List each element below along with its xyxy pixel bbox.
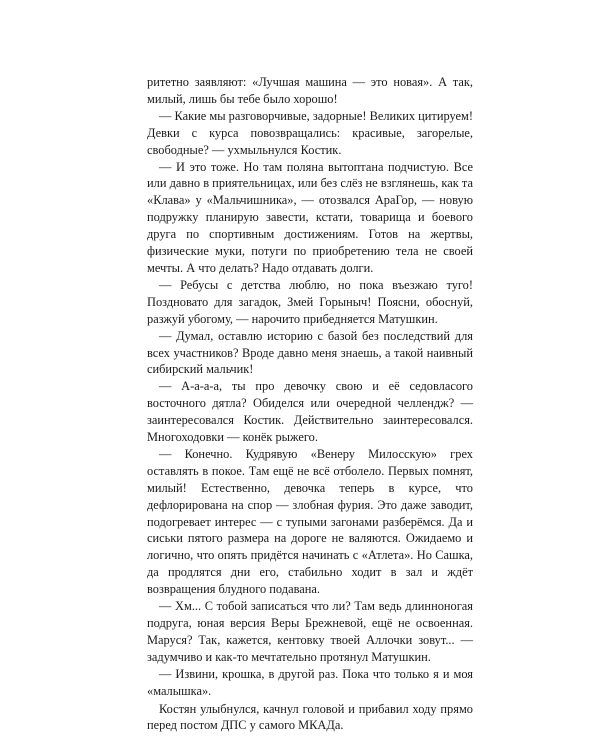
paragraph-8: — Хм... С тобой записаться что ли? Там ведь длинноногая подруга, юная версия Веры Брежневой, ещё не освоенная. Маруся? Так, кажется, кентовку твоей Аллочки зовут... — задумчиво и как-то мечтательно протянул Матушкин.	[147, 599, 473, 664]
page-text	[147, 74, 473, 734]
paragraph-10: Костян улыбнулся, качнул головой и прибавил ходу прямо перед постом ДПС у самого МКАДа.	[147, 701, 473, 733]
paragraph-7: — Конечно. Кудрявую «Венеру Милосскую» грех оставлять в покое. Там ещё не всё отболело. Первых помнят, милый! Естественно, девочка теперь в курсе, что дефлорирована на спор — злобная фурия. Это даже заводит, подогревает интерес — с тупыми загонами разберёмся. Да и сиськи пятого размера на дороге не валяются. Ожидаемо и логично, что опять придётся начинать с «Атлета». Но Сашка, да продлятся дни его, стабильно ходит в зал и ждёт возвращения блудного подавана.	[147, 446, 473, 597]
paragraph-6: — А-а-а-а, ты про девочку свою и её седовласого восточного дятла? Обиделся или очередной челлендж? — заинтересовался Костик. Действительно заинтересовался. Многоходовки — конёк рыжего.	[147, 379, 473, 445]
paragraph-3: — И это тоже. Но там поляна вытоптана подчистую. Все или давно в приятельницах, или без слёз не взглянешь, как та «Клава» у «Мальчишника», — отозвался АраГор, — новую подружку планирую завести, кстати, товарища и боевого друга по спортивным достижениям. Готов на жертвы, физические муки, потуги по приобретению тела не своей мечты. А что делать? Надо отдавать долги.	[147, 159, 473, 275]
paragraph-2: — Какие мы разговорчивые, задорные! Великих цитируем! Девки с курса повозвращались: красивые, загорелые, свободные? — ухмыльнулся Костик.	[147, 108, 473, 157]
paragraph-9: — Извини, крошка, в другой раз. Пока что только я и моя «малышка».	[147, 666, 473, 698]
paragraph-5: — Думал, оставлю историю с базой без последствий для всех участников? Вроде давно меня знаешь, а такой наивный сибирский мальчик!	[147, 328, 473, 377]
paragraph-4: — Ребусы с детства люблю, но пока въезжаю туго! Поздновато для загадок, Змей Горыныч! Поясни, обоснуй, разжуй убогому, — нарочито прибедняется Матушкин.	[147, 277, 473, 326]
paragraph-1: ритетно заявляют: «Лучшая машина — это новая». А так, милый, лишь бы тебе было хорошо!	[147, 75, 473, 106]
